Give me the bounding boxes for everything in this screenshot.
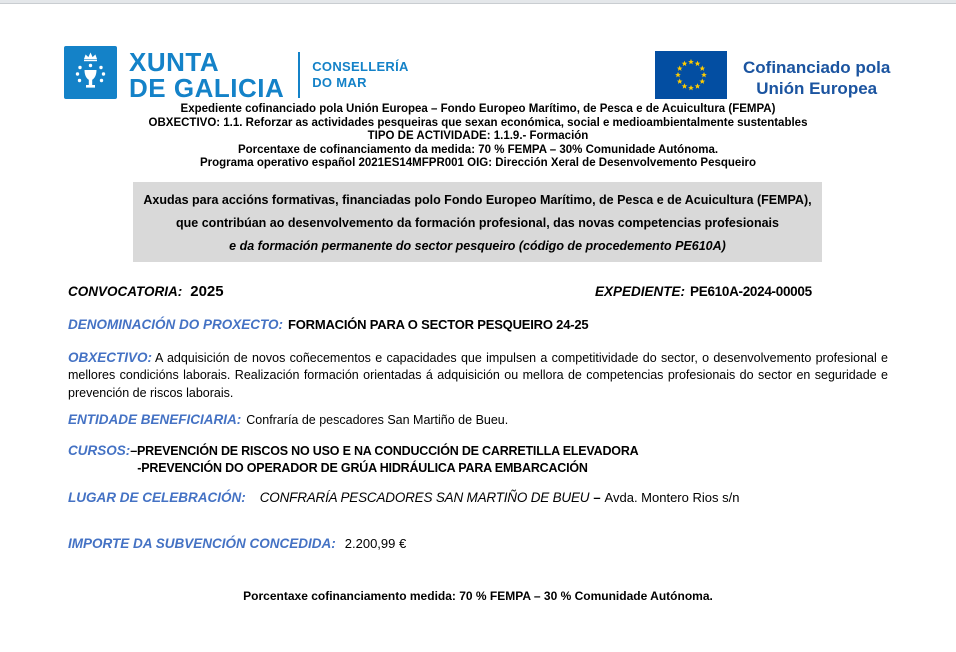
- xunta-emblem-icon: [64, 46, 117, 104]
- intro-line-tipo-actividade: TIPO DE ACTIVIDADE: 1.1.9.- Formación: [367, 130, 589, 143]
- entidade-row: [68, 412, 508, 427]
- cursos-row: [68, 443, 638, 476]
- window-top-edge: [0, 0, 956, 4]
- obxectivo-value: A adquisición de novos coñecementos e capacidades que impulsen a competitividade do sector, o desenvolvemento profesional e mellores condicións laborais. Realización formación orientadas á adquisición ou mellora de competencias profesionais do sector en seguridade e prevención de riscos laborais.: [68, 351, 888, 400]
- expediente-value: PE610A-2024-00005: [690, 284, 812, 299]
- eu-cofunding-logo: [655, 51, 890, 104]
- convocatoria-row: [68, 283, 224, 301]
- lugar-dash: –: [593, 490, 601, 505]
- title-box-line2: que contribúan ao desenvolvemento da formación profesional, das novas competencias profesionais: [176, 216, 779, 230]
- title-box-line3: e da formación permanente do sector pesqueiro (código de procedemento PE610A): [229, 239, 726, 253]
- lugar-value-address: Avda. Montero Rios s/n: [604, 490, 740, 505]
- entidade-value: Confraría de pescadores San Martiño de Bueu.: [246, 413, 509, 427]
- importe-row: [68, 535, 406, 553]
- logo-divider: [298, 52, 300, 98]
- obxectivo-label: OBXECTIVO:: [68, 350, 153, 365]
- convocatoria-label: CONVOCATORIA:: [68, 284, 183, 299]
- intro-line-expediente: Expediente cofinanciado pola Unión Europea – Fondo Europeo Marítimo, de Pesca e de Acuicultura (FEMPA): [180, 103, 776, 115]
- intro-line-porcentaxe: Porcentaxe de cofinanciamento da medida: 70 % FEMPA – 30% Comunidade Autónoma.: [237, 143, 719, 156]
- lugar-row: [68, 490, 739, 505]
- footer-cofinancing-line: Porcentaxe cofinanciamento medida: 70 % FEMPA – 30 % Comunidade Autónoma.: [243, 589, 713, 603]
- grant-title-box: [133, 182, 822, 262]
- cursos-item-2: -PREVENCIÓN DO OPERADOR DE GRÚA HIDRÁULICA PARA EMBARCACIÓN: [137, 460, 588, 475]
- expediente-row: [595, 283, 812, 301]
- denominacion-label: DENOMINACIÓN DO PROXECTO:: [68, 317, 284, 332]
- cursos-label: CURSOS:: [68, 443, 131, 458]
- intro-line-obxectivo: OBXECTIVO: 1.1. Reforzar as actividades pesqueiras que sexan económica, social e medioambientalmente sustentables: [148, 116, 808, 129]
- cursos-list: [130, 443, 638, 476]
- denominacion-value: FORMACIÓN PARA O SECTOR PESQUEIRO 24-25: [288, 317, 589, 332]
- eu-cofunding-text-line1: Cofinanciado pola: [743, 57, 891, 77]
- cursos-item-1: –PREVENCIÓN DE RISCOS NO USO E NA CONDUCCIÓN DE CARRETILLA ELEVADORA: [130, 444, 639, 458]
- conselleria-line2: DO MAR: [312, 75, 367, 90]
- eu-cofunding-text-line2: Unión Europea: [756, 78, 878, 98]
- convocatoria-value: 2025: [190, 283, 224, 300]
- entidade-label: ENTIDADE BENEFICIARIA:: [68, 412, 242, 427]
- title-box-line1: Axudas para accións formativas, financiadas polo Fondo Europeo Marítimo, de Pesca e de Acuicultura (FEMPA),: [143, 193, 812, 207]
- lugar-value-venue: CONFRARÍA PESCADORES SAN MARTIÑO DE BUEU: [259, 490, 590, 505]
- eu-flag-icon: [655, 51, 727, 104]
- importe-label: IMPORTE DA SUBVENCIÓN CONCEDIDA:: [68, 536, 336, 551]
- denominacion-row: [68, 316, 588, 334]
- lugar-label: LUGAR DE CELEBRACIÓN:: [68, 490, 246, 505]
- conselleria-line1: CONSELLERÍA: [312, 59, 409, 74]
- intro-line-programa: Programa operativo español 2021ES14MFPR001 OIG: Dirección Xeral de Desenvolvemento Pesqueiro: [199, 157, 757, 170]
- funding-intro-block: [0, 103, 956, 171]
- eu-cofunding-text: [743, 57, 890, 99]
- xunta-wordmark-line1: XUNTA: [129, 47, 220, 77]
- obxectivo-row: [68, 349, 888, 402]
- importe-value: 2.200,99 €: [344, 536, 407, 551]
- expediente-label: EXPEDIENTE:: [595, 284, 686, 299]
- xunta-wordmark-line2: DE GALICIA: [129, 73, 285, 103]
- conselleria-do-mar-label: [312, 59, 408, 91]
- xunta-wordmark: [129, 49, 284, 101]
- xunta-de-galicia-logo: [64, 46, 409, 104]
